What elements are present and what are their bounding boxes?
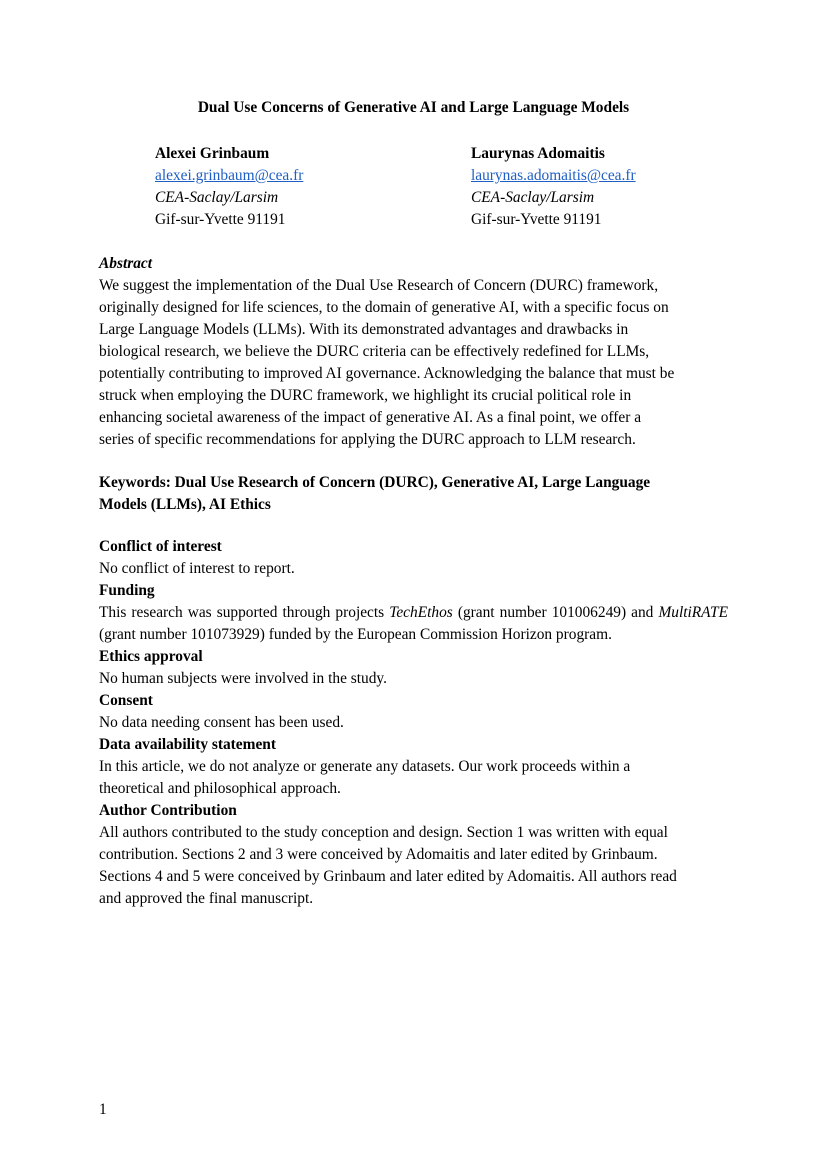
funding-text [99,602,728,646]
abstract-line: biological research, we believe the DURC criteria can be effectively redefined for LLMs, [99,343,650,360]
keywords-line: Keywords: Dual Use Research of Concern (DURC), Generative AI, Large Language [99,474,651,491]
data-availability-line: In this article, we do not analyze or generate any datasets. Our work proceeds within a [99,758,631,775]
declarations-section [99,536,728,910]
abstract-line: series of specific recommendations for applying the DURC approach to LLM research. [99,431,636,448]
data-availability-line: theoretical and philosophical approach. [99,780,341,797]
author-email-link[interactable]: alexei.grinbaum@cea.fr [155,167,304,184]
abstract-line: enhancing societal awareness of the impact of generative AI. As a final point, we offer a [99,409,642,426]
conflict-text: No conflict of interest to report. [99,560,295,577]
funding-text-part: (grant number 101006249) and [452,604,654,621]
paper-title: Dual Use Concerns of Generative AI and Large Language Models [197,99,630,116]
abstract-line: Large Language Models (LLMs). With its demonstrated advantages and drawbacks in [99,321,629,338]
funding-heading: Funding [99,582,155,599]
page-number: 1 [99,1101,107,1118]
abstract-line: We suggest the implementation of the Dual Use Research of Concern (DURC) framework, [99,277,659,294]
author-address: Gif-sur-Yvette 91191 [471,211,602,228]
abstract-line: originally designed for life sciences, to the domain of generative AI, with a specific focus on [99,299,669,316]
author-affiliation: CEA-Saclay/Larsim [155,189,279,206]
project-name: TechEthos [389,604,453,621]
author-contribution-line: Sections 4 and 5 were conceived by Grinbaum and later edited by Adomaitis. All authors read [99,868,677,885]
consent-text: No data needing consent has been used. [99,714,344,731]
author-name: Laurynas Adomaitis [471,145,605,162]
abstract-line: potentially contributing to improved AI governance. Acknowledging the balance that must be [99,365,675,382]
abstract-heading: Abstract [99,255,153,272]
project-name: MultiRATE [658,604,728,621]
author-contribution-heading: Author Contribution [99,802,237,819]
abstract-section [99,253,728,451]
abstract-line: struck when employing the DURC framework, we highlight its crucial political role in [99,387,632,404]
author-block-1 [155,143,303,231]
ethics-text: No human subjects were involved in the study. [99,670,387,687]
keywords-line: Models (LLMs), AI Ethics [99,496,271,513]
author-email-link[interactable]: laurynas.adomaitis@cea.fr [471,167,636,184]
ethics-heading: Ethics approval [99,648,203,665]
consent-heading: Consent [99,692,153,709]
funding-text-part: (grant number 101073929) funded by the European Commission Horizon program. [99,626,612,643]
author-contribution-line: contribution. Sections 2 and 3 were conceived by Adomaitis and later edited by Grinbaum. [99,846,658,863]
author-contribution-line: and approved the final manuscript. [99,890,314,907]
data-availability-heading: Data availability statement [99,736,276,753]
author-name: Alexei Grinbaum [155,145,270,162]
author-address: Gif-sur-Yvette 91191 [155,211,286,228]
funding-text-part: This research was supported through projects [99,604,390,621]
conflict-heading: Conflict of interest [99,538,222,555]
author-affiliation: CEA-Saclay/Larsim [471,189,595,206]
author-contribution-line: All authors contributed to the study conception and design. Section 1 was written with equal [99,824,668,841]
keywords-section [99,472,728,516]
author-block-2 [471,143,636,231]
